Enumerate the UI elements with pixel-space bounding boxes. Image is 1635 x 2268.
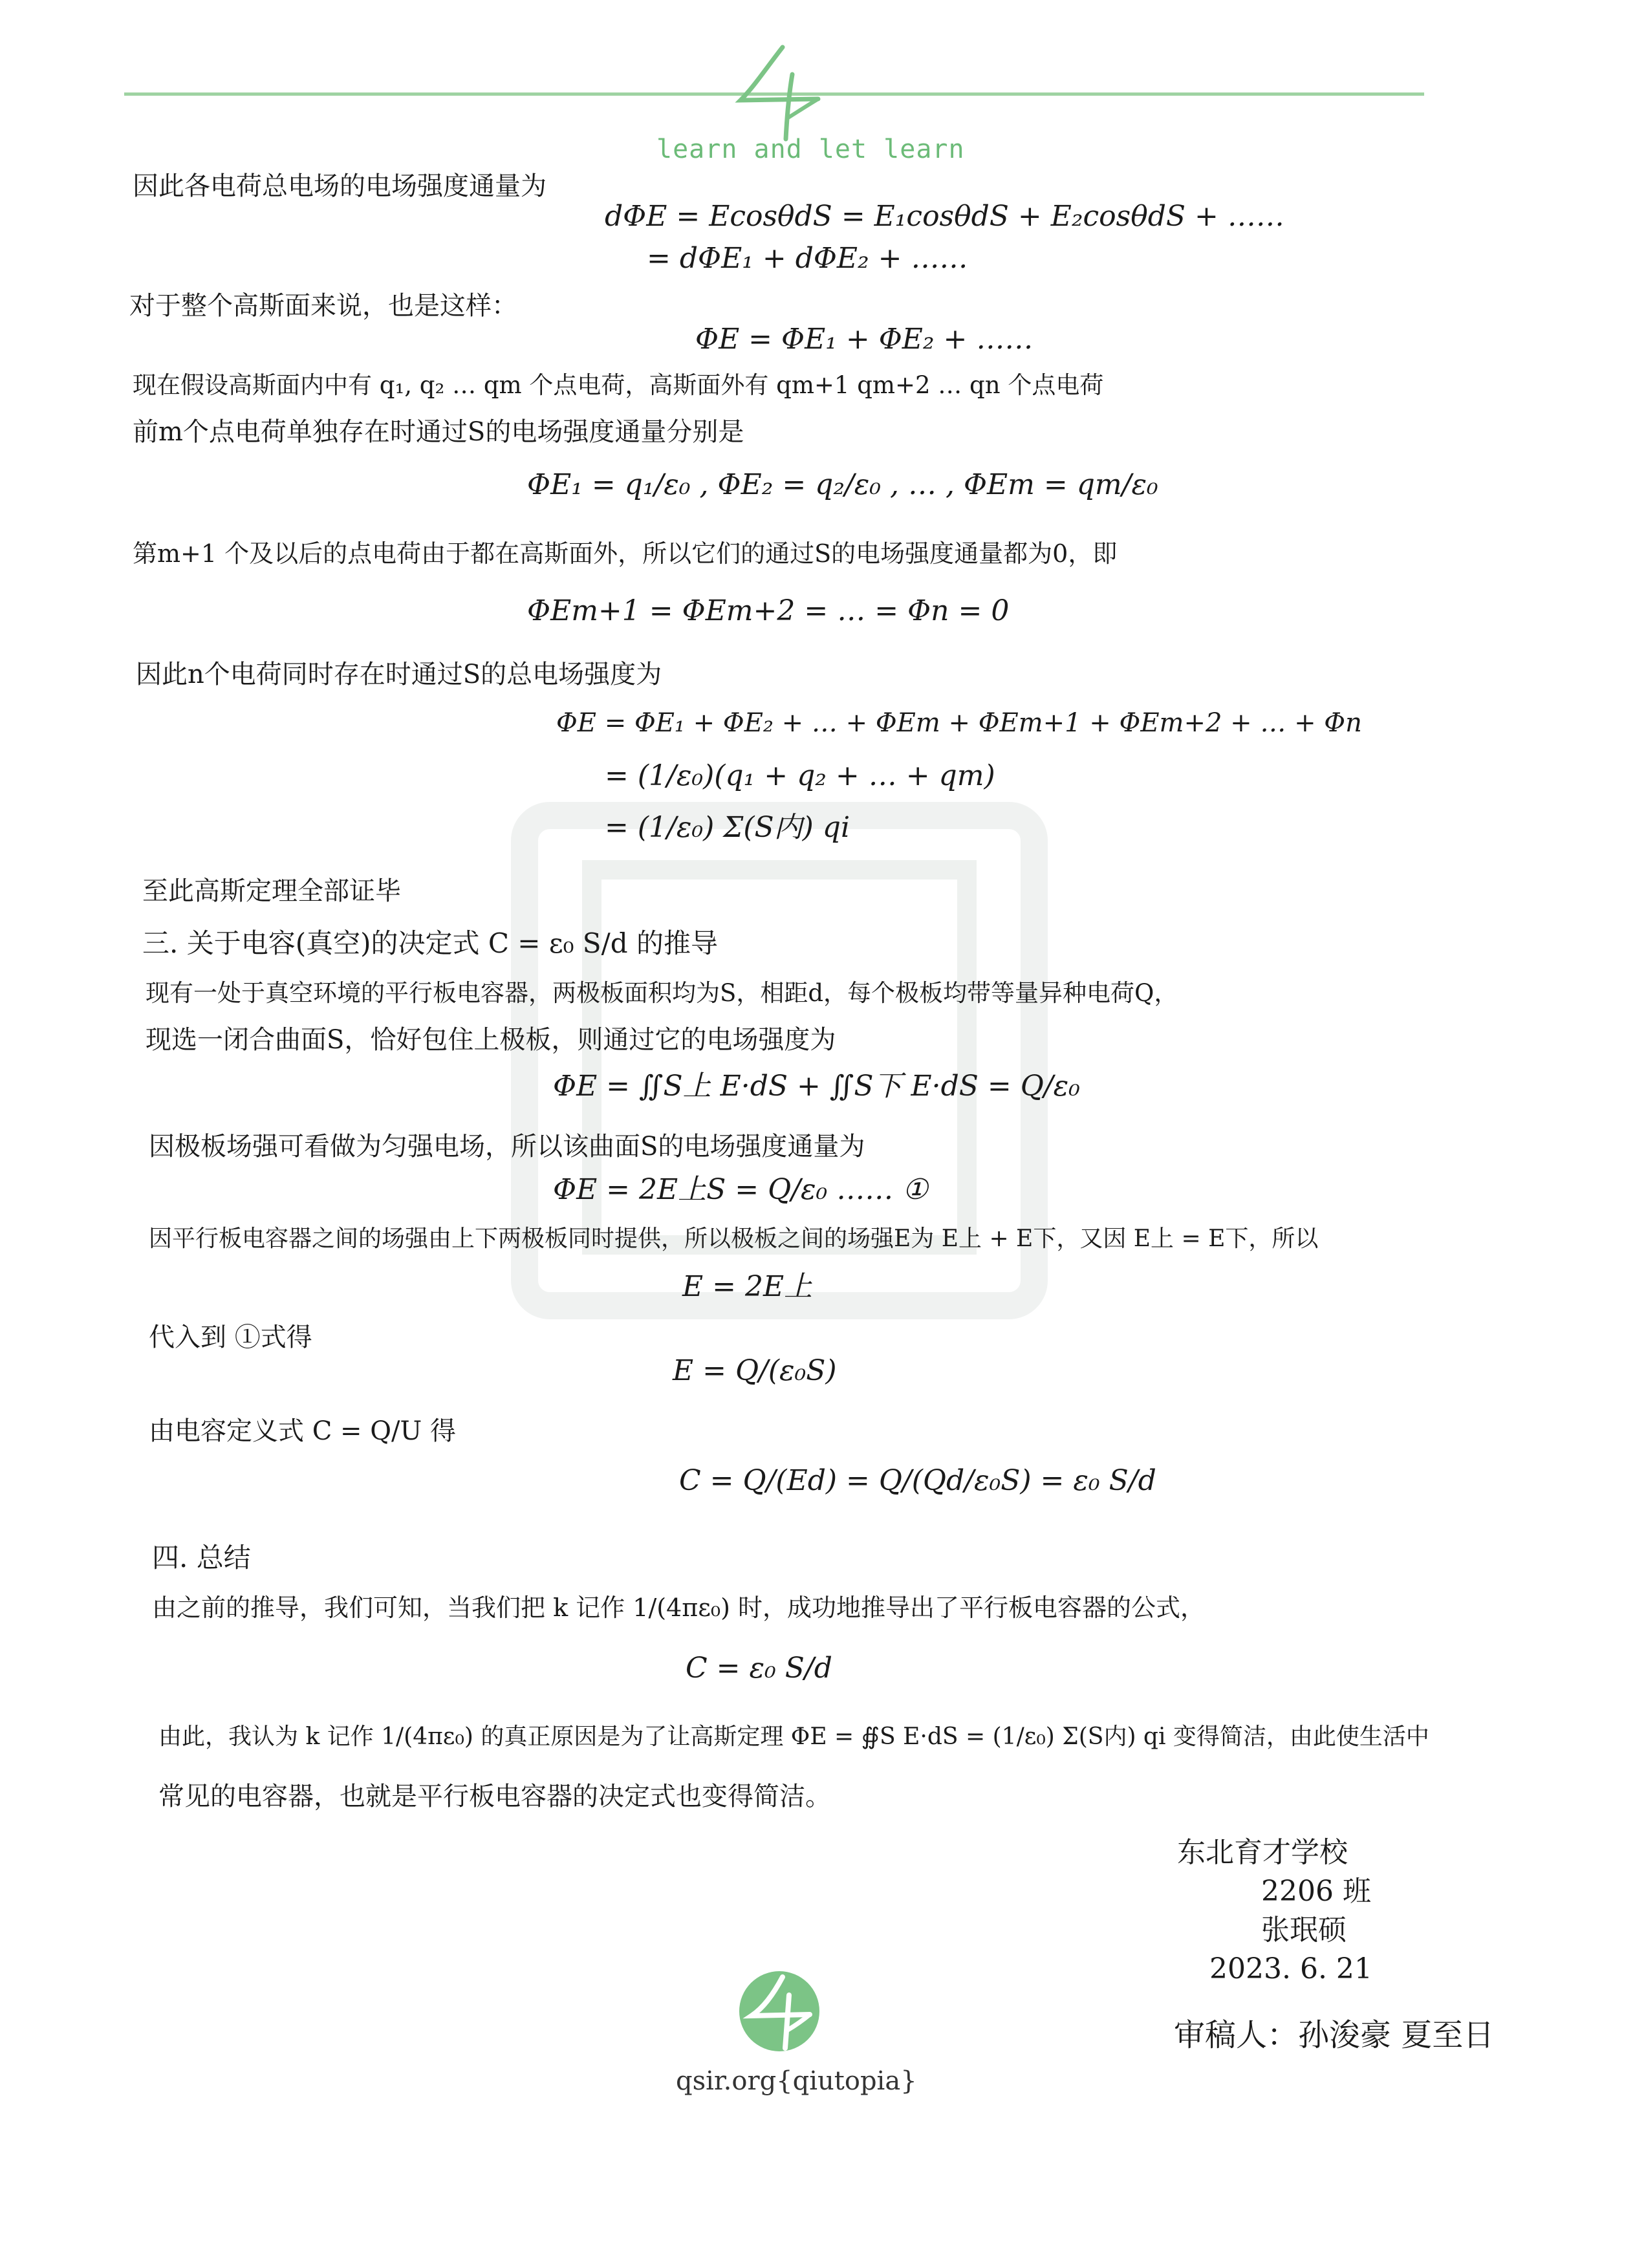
text-line: 由之前的推导，我们可知，当我们把 k 记作 1/(4πε₀) 时，成功地推导出了平行板电容器的公式，	[152, 1593, 1206, 1622]
equation: = dΦE₁ + dΦE₂ + ……	[647, 242, 968, 275]
text-line: 第m+1 个及以后的点电荷由于都在高斯面外，所以它们的通过S的电场强度通量都为0，即	[133, 539, 1118, 568]
signature-date: 2023. 6. 21	[1209, 1952, 1372, 1985]
equation: C = ε₀ S/d	[686, 1652, 832, 1685]
equation: ΦEm+1 = ΦEm+2 = … = Φn = 0	[527, 594, 1010, 627]
equation: dΦE = EcosθdS = E₁cosθdS + E₂cosθdS + ……	[605, 200, 1284, 233]
equation: = (1/ε₀)(q₁ + q₂ + … + qm)	[605, 759, 995, 792]
signature-name: 张珉硕	[1261, 1914, 1347, 1947]
equation: = (1/ε₀) Σ(S内) qi	[605, 811, 850, 844]
text-line: 现有一处于真空环境的平行板电容器，两极板面积均为S，相距d，每个极板均带等量异种电荷Q，	[146, 979, 1178, 1007]
signature-school: 东北育才学校	[1177, 1836, 1348, 1869]
text-line: 前m个点电荷单独存在时通过S的电场强度通量分别是	[133, 417, 744, 447]
equation: ΦE = ΦE₁ + ΦE₂ + … + ΦEm + ΦEm+1 + ΦEm+2 + … + Φn	[556, 708, 1362, 738]
equation: C = Q/(Ed) = Q/(Qd/ε₀S) = ε₀ S/d	[679, 1464, 1156, 1497]
text-line: 至此高斯定理全部证毕	[142, 876, 401, 906]
text-line: 常见的电容器，也就是平行板电容器的决定式也变得简洁。	[158, 1782, 831, 1811]
equation: ΦE = 2E上S = Q/ε₀ …… ①	[553, 1173, 928, 1206]
equation: ΦE₁ = q₁/ε₀ , ΦE₂ = q₂/ε₀ , … , ΦEm = qm/ε₀	[527, 468, 1158, 501]
text-line: 现选一闭合曲面S，恰好包住上极板，则通过它的电场强度为	[146, 1025, 836, 1055]
equation: ΦE = ΦE₁ + ΦE₂ + ……	[695, 323, 1034, 356]
equation: E = Q/(ε₀S)	[673, 1354, 837, 1387]
signature-reviewers: 审稿人：孙浚豪 夏至日	[1174, 2017, 1495, 2053]
section-heading: 四. 总结	[152, 1542, 251, 1573]
equation: E = 2E上	[682, 1270, 813, 1303]
text-line: 对于整个高斯面来说，也是这样：	[129, 291, 517, 321]
footer-url: qsir.org{qiutopia}	[676, 2066, 917, 2096]
text-line: 由电容定义式 C = Q/U 得	[149, 1416, 456, 1446]
text-line: 因此n个电荷同时存在时通过S的总电场强度为	[136, 660, 662, 689]
signature-class: 2206 班	[1261, 1875, 1371, 1908]
footer-logo-icon	[737, 1969, 821, 2053]
text-line: 因此各电荷总电场的电场强度通量为	[133, 171, 547, 201]
text-line: 代入到 ①式得	[149, 1323, 312, 1352]
text-line: 现在假设高斯面内中有 q₁, q₂ … qm 个点电荷，高斯面外有 qm+1 qm+2 … qn 个点电荷	[133, 371, 1104, 399]
section-heading: 三. 关于电容(真空)的决定式 C = ε₀ S/d 的推导	[142, 927, 718, 959]
brand-logo-icon	[728, 42, 825, 146]
text-line: 由此，我认为 k 记作 1/(4πε₀) 的真正原因是为了让高斯定理 ΦE = ∯S E·dS = (1/ε₀) Σ(S内) qi 变得简洁，由此使生活中	[158, 1723, 1429, 1750]
header-tagline: learn and let learn	[656, 135, 965, 164]
text-line: 因平行板电容器之间的场强由上下两极板同时提供，所以极板之间的场强E为 E上 + E下，又因 E上 = E下，所以	[149, 1226, 1319, 1252]
text-line: 因极板场强可看做为匀强电场，所以该曲面S的电场强度通量为	[149, 1132, 865, 1161]
equation: ΦE = ∬S上 E·dS + ∬S下 E·dS = Q/ε₀	[553, 1070, 1080, 1103]
